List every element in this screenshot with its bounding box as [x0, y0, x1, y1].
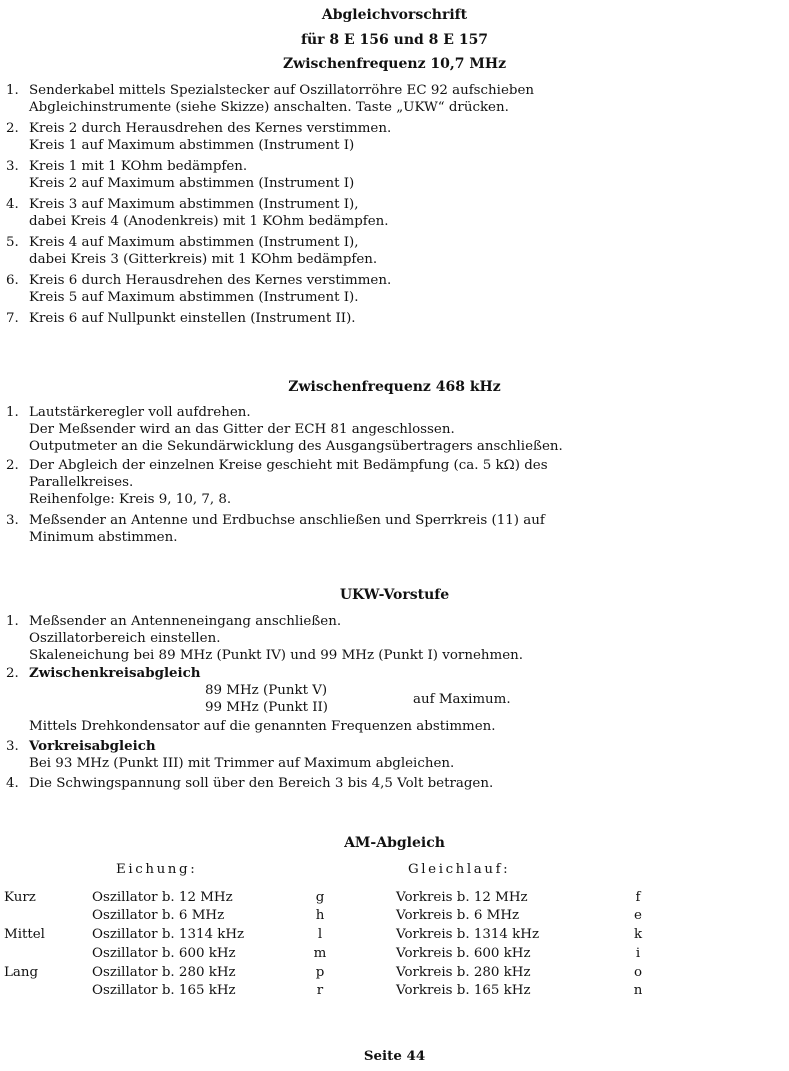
vorkreis-value: Vorkreis b. 12 MHz: [396, 890, 528, 905]
oscillator-point: h: [315, 908, 325, 923]
oscillator-value: Oszillator b. 280 kHz: [92, 965, 236, 980]
table-row: [4, 890, 784, 907]
frequency-result: auf Maximum.: [413, 692, 511, 707]
oscillator-point: p: [315, 965, 325, 980]
step-item: [6, 457, 776, 508]
step-number: 3.: [6, 513, 19, 528]
step-line: Kreis 1 auf Maximum abstimmen (Instrument I): [29, 138, 355, 153]
step-line: Kreis 2 auf Maximum abstimmen (Instrument I): [29, 176, 355, 191]
step-line: Mittels Drehkondensator auf die genannten Frequenzen abstimmen.: [29, 719, 496, 734]
band-label: Kurz: [4, 890, 36, 905]
vorkreis-point: k: [633, 927, 643, 942]
step-line: dabei Kreis 3 (Gitterkreis) mit 1 KOhm bedämpfen.: [29, 252, 378, 267]
step-line: Der Abgleich der einzelnen Kreise geschieht mit Bedämpfung (ca. 5 kΩ) des: [29, 458, 548, 473]
step-number: 4.: [6, 197, 19, 212]
vorkreis-value: Vorkreis b. 1314 kHz: [396, 927, 540, 942]
vorkreis-point: e: [634, 908, 642, 923]
oscillator-point: g: [315, 890, 325, 905]
step-line: Kreis 1 mit 1 KOhm bedämpfen.: [29, 159, 248, 174]
section-zf107: [6, 82, 776, 327]
step-number: 1.: [6, 83, 19, 98]
step-line: Der Meßsender wird an das Gitter der ECH 81 angeschlossen.: [29, 422, 455, 437]
document-subtitle: für 8 E 156 und 8 E 157: [300, 32, 489, 48]
step-item: [6, 272, 776, 306]
step-number: 2.: [6, 666, 19, 681]
section-zf468: [6, 404, 776, 546]
step-item: [6, 310, 776, 327]
table-row: [4, 946, 784, 963]
vorkreis-point: f: [635, 890, 641, 905]
vorkreis-value: Vorkreis b. 280 kHz: [396, 965, 531, 980]
step-item: [6, 82, 776, 116]
gleichlauf-header: Gleichlauf:: [408, 862, 511, 877]
oscillator-point: l: [317, 927, 323, 942]
step-line: Senderkabel mittels Spezialstecker auf Oszillatorröhre EC 92 aufschieben: [29, 83, 535, 98]
eichung-header: Eichung:: [116, 862, 198, 877]
step-number: 1.: [6, 405, 19, 420]
step-line: Meßsender an Antenne und Erdbuchse anschließen und Sperrkreis (11) auf: [29, 513, 545, 528]
vorkreis-point: n: [633, 983, 643, 998]
step-item: [6, 234, 776, 268]
step-item: [6, 196, 776, 230]
step-line: Meßsender an Antenneneingang anschließen.: [29, 614, 342, 629]
step-line: Kreis 3 auf Maximum abstimmen (Instrument I),: [29, 197, 359, 212]
frequency-point: 99 MHz (Punkt II): [205, 700, 329, 715]
vorkreis-value: Vorkreis b. 165 kHz: [396, 983, 531, 998]
step-number: 6.: [6, 273, 19, 288]
oscillator-value: Oszillator b. 1314 kHz: [92, 927, 245, 942]
step-item: [6, 120, 776, 154]
step-line: Abgleichinstrumente (siehe Skizze) anschalten. Taste „UKW“ drücken.: [29, 100, 509, 115]
oscillator-point: r: [316, 983, 324, 998]
step-number: 2.: [6, 121, 19, 136]
step-item: [6, 613, 776, 664]
step-line: Bei 93 MHz (Punkt III) mit Trimmer auf Maximum abgleichen.: [29, 756, 455, 771]
section-title-ukw: UKW-Vorstufe: [339, 587, 450, 603]
step-item: [6, 738, 776, 772]
step-line: Kreis 2 durch Herausdrehen des Kernes verstimmen.: [29, 121, 392, 136]
step-number: 5.: [6, 235, 19, 250]
step-line: dabei Kreis 4 (Anodenkreis) mit 1 KOhm bedämpfen.: [29, 214, 389, 229]
step-line: Die Schwingspannung soll über den Bereich 3 bis 4,5 Volt betragen.: [29, 776, 494, 791]
step-heading: Vorkreisabgleich: [29, 738, 156, 754]
step-line: Minimum abstimmen.: [29, 530, 178, 545]
step-item: [6, 404, 776, 455]
step-line: Kreis 4 auf Maximum abstimmen (Instrument I),: [29, 235, 359, 250]
step-line: Outputmeter an die Sekundärwicklung des Ausgangsübertragers anschließen.: [29, 439, 563, 454]
oscillator-value: Oszillator b. 6 MHz: [92, 908, 225, 923]
band-label: Mittel: [4, 927, 45, 942]
vorkreis-point: o: [633, 965, 643, 980]
table-row: [4, 983, 784, 1000]
vorkreis-value: Vorkreis b. 600 kHz: [396, 946, 531, 961]
table-row: [4, 927, 784, 944]
step-number: 4.: [6, 776, 19, 791]
table-row: [4, 908, 784, 925]
step-line: Reihenfolge: Kreis 9, 10, 7, 8.: [29, 492, 232, 507]
step-number: 1.: [6, 614, 19, 629]
step-line: Lautstärkeregler voll aufdrehen.: [29, 405, 251, 420]
vorkreis-point: i: [635, 946, 641, 961]
band-label: Lang: [4, 965, 39, 980]
step-item: [6, 512, 776, 546]
step-line: Kreis 6 durch Herausdrehen des Kernes verstimmen.: [29, 273, 392, 288]
frequency-group: [29, 682, 776, 718]
section-title-zf107: Zwischenfrequenz 10,7 MHz: [282, 56, 507, 72]
oscillator-value: Oszillator b. 600 kHz: [92, 946, 236, 961]
step-line: Skaleneichung bei 89 MHz (Punkt IV) und 99 MHz (Punkt I) vornehmen.: [29, 648, 523, 663]
vorkreis-value: Vorkreis b. 6 MHz: [396, 908, 520, 923]
frequency-point: 89 MHz (Punkt V): [205, 683, 328, 698]
step-number: 7.: [6, 311, 19, 326]
document-title: Abgleichvorschrift: [321, 7, 468, 23]
section-title-am: AM-Abgleich: [344, 835, 445, 851]
oscillator-value: Oszillator b. 165 kHz: [92, 983, 236, 998]
step-line: Oszillatorbereich einstellen.: [29, 631, 221, 646]
step-heading: Zwischenkreisabgleich: [29, 665, 201, 681]
step-number: 3.: [6, 739, 19, 754]
oscillator-point: m: [313, 946, 327, 961]
step-line: Kreis 6 auf Nullpunkt einstellen (Instrument II).: [29, 311, 356, 326]
step-number: 3.: [6, 159, 19, 174]
section-title-zf468: Zwischenfrequenz 468 kHz: [288, 379, 501, 395]
oscillator-value: Oszillator b. 12 MHz: [92, 890, 233, 905]
step-item: [6, 665, 776, 735]
table-row: [4, 965, 784, 982]
step-item: [6, 775, 776, 792]
step-item: [6, 158, 776, 192]
section-ukw: [6, 613, 776, 792]
step-line: Kreis 5 auf Maximum abstimmen (Instrument I).: [29, 290, 359, 305]
page-number: Seite 44: [363, 1048, 426, 1064]
step-line: Parallelkreises.: [29, 475, 134, 490]
step-number: 2.: [6, 458, 19, 473]
